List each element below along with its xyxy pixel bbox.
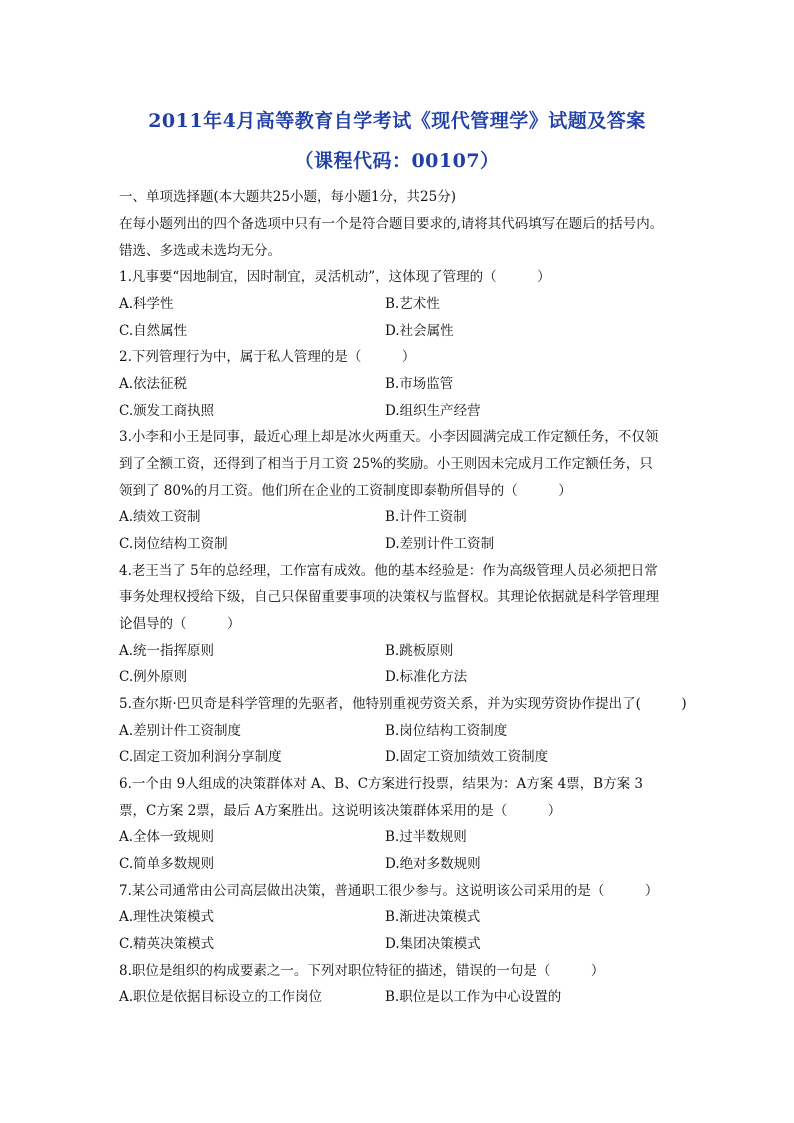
question-stem: 8.职位是组织的构成要素之一。下列对职位特征的描述，错误的一句是（ ） (119, 963, 605, 979)
option-c: C.例外原则 (119, 669, 188, 685)
instructions-line: 错选、多选或未选均无分。 (119, 243, 281, 259)
option-b: B.岗位结构工资制度 (385, 723, 508, 739)
option-b: B.跳板原则 (385, 643, 454, 659)
option-a: A.理性决策模式 (119, 909, 215, 925)
option-b: B.职位是以工作为中心设置的 (385, 989, 562, 1005)
question-stem: 票，C方案 2票，最后 A方案胜出。这说明该决策群体采用的是（ ） (119, 803, 562, 819)
section-header: 一、单项选择题(本大题共25小题，每小题1分，共25分) (119, 189, 456, 205)
option-b: B.计件工资制 (385, 509, 467, 525)
option-a: A.职位是依据目标设立的工作岗位 (119, 989, 323, 1005)
option-d: D.集团决策模式 (385, 936, 481, 952)
question-stem: 3.小李和小王是同事，最近心理上却是冰火两重天。小李因圆满完成工作定额任务，不仅领 (119, 429, 659, 445)
question-stem: 1.凡事要“因地制宜，因时制宜，灵活机动”，这体现了管理的（ ） (119, 269, 551, 285)
question-stem: 领到了 80%的月工资。他们所在企业的工资制度即泰勒所倡导的（ ） (119, 483, 572, 499)
option-c: C.岗位结构工资制 (119, 536, 228, 552)
option-d: D.固定工资加绩效工资制度 (385, 749, 549, 765)
option-a: A.统一指挥原则 (119, 643, 215, 659)
option-c: C.颁发工商执照 (119, 403, 215, 419)
question-stem: 2.下列管理行为中，属于私人管理的是（ ） (119, 349, 416, 365)
option-b: B.市场监管 (385, 376, 454, 392)
option-d: D.社会属性 (385, 323, 454, 339)
question-stem: 6.一个由 9人组成的决策群体对 A、B、C方案进行投票，结果为：A方案 4票，B方案 3 (119, 776, 643, 792)
option-c: C.精英决策模式 (119, 936, 215, 952)
option-d: D.标准化方法 (385, 669, 468, 685)
option-b: B.艺术性 (385, 296, 440, 312)
option-a: A.科学性 (119, 296, 174, 312)
option-a: A.差别计件工资制度 (119, 723, 242, 739)
option-b: B.过半数规则 (385, 829, 467, 845)
option-b: B.渐进决策模式 (385, 909, 481, 925)
option-d: D.差别计件工资制 (385, 536, 495, 552)
question-stem: 7.某公司通常由公司高层做出决策，普通职工很少参与。这说明该公司采用的是（ ） (119, 883, 659, 899)
instructions-line: 在每小题列出的四个备选项中只有一个是符合题目要求的,请将其代码填写在题后的括号内。 (119, 216, 664, 232)
course-code: （课程代码：00107） (294, 150, 500, 172)
option-d: D.组织生产经营 (385, 403, 481, 419)
option-c: C.固定工资加利润分享制度 (119, 749, 282, 765)
document-title: 2011年4月高等教育自学考试《现代管理学》试题及答案 (148, 110, 646, 132)
option-a: A.依法征税 (119, 376, 188, 392)
option-d: D.绝对多数规则 (385, 856, 481, 872)
option-a: A.全体一致规则 (119, 829, 215, 845)
question-stem: 到了全额工资，还得到了相当于月工资 25%的奖励。小王则因未完成月工作定额任务，只 (119, 456, 653, 472)
option-c: C.简单多数规则 (119, 856, 215, 872)
question-stem: 4.老王当了 5年的总经理，工作富有成效。他的基本经验是：作为高级管理人员必须把日常 (119, 563, 658, 579)
option-a: A.绩效工资制 (119, 509, 201, 525)
option-c: C.自然属性 (119, 323, 188, 339)
question-stem: 论倡导的（ ） (119, 616, 241, 632)
question-stem: 事务处理权授给下级，自己只保留重要事项的决策权与监督权。其理论依据就是科学管理理 (119, 589, 659, 605)
question-stem: 5.查尔斯·巴贝奇是科学管理的先驱者，他特别重视劳资关系，并为实现劳资协作提出了( ) (119, 696, 687, 712)
